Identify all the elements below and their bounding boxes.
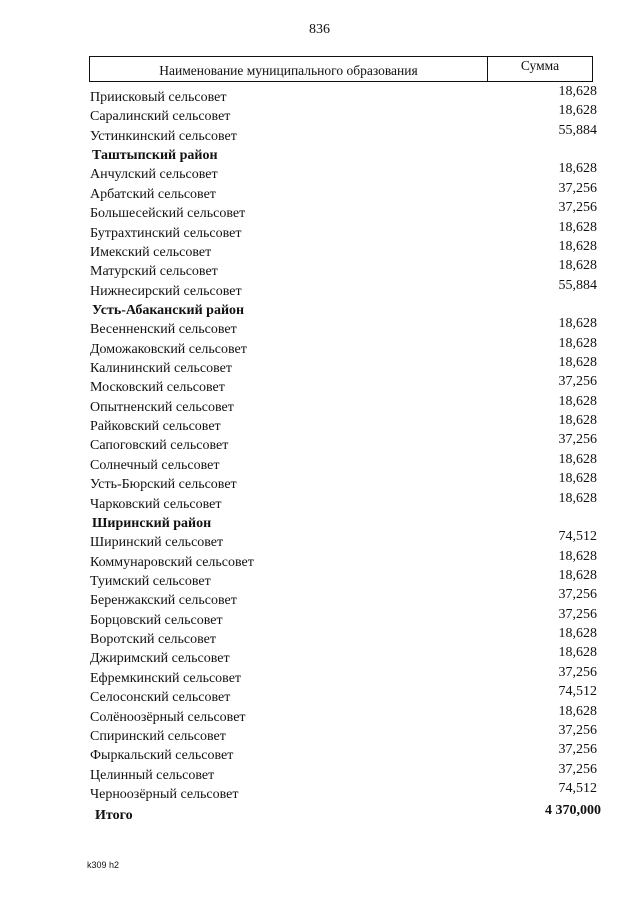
table-row — [0, 490, 639, 514]
table-row — [0, 451, 639, 475]
municipality-name: Большесейский сельсовет — [90, 206, 246, 222]
table-row — [0, 393, 639, 417]
amount-value: 37,256 — [558, 722, 597, 738]
municipality-name: Анчулский сельсовет — [90, 167, 218, 183]
table-row — [0, 587, 639, 610]
amount-value: 18,628 — [558, 258, 597, 274]
amount-value: 18,628 — [558, 335, 597, 351]
amount-value: 18,628 — [558, 393, 597, 409]
municipality-name: Ширинский сельсовет — [90, 535, 224, 551]
amount-value: 18,628 — [558, 219, 597, 235]
municipality-name: Нижнесирский сельсовет — [90, 283, 242, 299]
municipality-name: Ефремкинский сельсовет — [90, 670, 242, 686]
table-row — [0, 277, 639, 301]
amount-value: 37,256 — [558, 742, 597, 758]
table-row — [0, 645, 639, 668]
table-header — [89, 56, 593, 82]
amount-value: 18,628 — [558, 567, 597, 583]
municipality-name: Чарковский сельсовет — [90, 496, 222, 512]
table-row — [0, 84, 639, 107]
amount-value: 37,256 — [558, 432, 597, 448]
table-row — [0, 355, 639, 378]
table-row — [0, 742, 639, 765]
page-number: 836 — [309, 22, 330, 37]
district-name: Усть-Абаканский район — [92, 302, 245, 318]
municipality-name: Устинкинский сельсовет — [90, 128, 237, 144]
municipality-name: Спиринский сельсовет — [90, 728, 226, 744]
amount-value: 18,628 — [558, 413, 597, 429]
table-row — [0, 664, 639, 688]
table-row — [0, 374, 639, 397]
table-row — [0, 548, 639, 572]
municipality-name: Опытненский сельсовет — [90, 399, 234, 415]
municipality-name: Селосонский сельсовет — [90, 690, 231, 706]
municipality-name: Воротский сельсовет — [90, 632, 216, 648]
municipality-name: Арбатский сельсовет — [90, 186, 216, 202]
municipality-name: Райковский сельсовет — [90, 419, 221, 435]
municipality-name: Приисковый сельсовет — [90, 90, 227, 105]
municipality-name: Борцовский сельсовет — [90, 612, 223, 628]
table-row — [0, 122, 639, 146]
district-heading-row — [0, 146, 639, 165]
total-amount: 4 370,000 — [545, 803, 601, 819]
municipality-name: Весенненский сельсовет — [90, 322, 237, 338]
amount-value: 37,256 — [558, 606, 597, 622]
municipality-name: Матурский сельсовет — [90, 264, 218, 280]
amount-value: 74,512 — [558, 684, 597, 700]
table-row — [0, 413, 639, 436]
municipality-name: Московский сельсовет — [90, 380, 225, 396]
amount-value: 18,628 — [558, 645, 597, 661]
municipality-name: Сапоговский сельсовет — [90, 438, 229, 454]
amount-value: 37,256 — [558, 664, 597, 680]
amount-value: 18,628 — [558, 451, 597, 467]
municipality-name: Имекский сельсовет — [90, 244, 212, 260]
amount-value: 18,628 — [558, 238, 597, 254]
table-row — [0, 238, 639, 262]
municipality-name: Калининский сельсовет — [90, 361, 232, 377]
table-row — [0, 258, 639, 281]
table-row — [0, 471, 639, 494]
table-row — [0, 567, 639, 591]
municipality-name: Фыркальский сельсовет — [90, 748, 234, 764]
district-name: Таштыпский район — [92, 148, 218, 164]
amount-value: 18,628 — [558, 84, 597, 99]
table-row — [0, 335, 639, 359]
municipality-name: Усть-Бюрский сельсовет — [90, 477, 237, 493]
footer-code: k309 h2 — [87, 860, 120, 870]
table-row — [0, 161, 639, 184]
amount-value: 18,628 — [558, 471, 597, 487]
municipality-name: Доможаковский сельсовет — [90, 341, 247, 357]
column-header-sum: Сумма — [520, 58, 560, 73]
amount-value: 74,512 — [558, 529, 597, 545]
amount-value: 18,628 — [558, 490, 597, 506]
amount-value: 18,628 — [558, 103, 597, 119]
municipality-name: Джиримский сельсовет — [90, 651, 230, 667]
amount-value: 18,628 — [558, 626, 597, 642]
table-row — [0, 200, 639, 223]
table-row — [0, 780, 639, 804]
table-row — [0, 703, 639, 727]
table-row — [0, 684, 639, 707]
municipality-name: Беренжакский сельсовет — [90, 593, 237, 609]
amount-value: 18,628 — [558, 355, 597, 371]
amount-value: 55,884 — [558, 277, 597, 293]
table-body — [0, 84, 639, 824]
table-row — [0, 761, 639, 785]
table-row — [0, 722, 639, 746]
amount-value: 18,628 — [558, 548, 597, 564]
amount-value: 55,884 — [558, 122, 597, 138]
amount-value: 37,256 — [558, 180, 597, 196]
column-header-name: Наименование муниципального образования — [90, 57, 488, 81]
amount-value: 74,512 — [558, 780, 597, 796]
amount-value: 18,628 — [558, 703, 597, 719]
amount-value: 37,256 — [558, 587, 597, 603]
table-row — [0, 180, 639, 204]
table-row — [0, 529, 639, 552]
district-name: Ширинский район — [92, 515, 212, 531]
amount-value: 18,628 — [558, 161, 597, 177]
municipality-name: Коммунаровский сельсовет — [90, 554, 254, 570]
total-row — [0, 804, 639, 823]
table-row — [0, 103, 639, 126]
table-row — [0, 316, 639, 339]
table-row — [0, 626, 639, 649]
municipality-name: Туимский сельсовет — [90, 573, 211, 589]
municipality-name: Бутрахтинский сельсовет — [90, 225, 242, 241]
amount-value: 37,256 — [558, 200, 597, 216]
table-row — [0, 219, 639, 243]
total-label: Итого — [95, 808, 133, 824]
table-row — [0, 606, 639, 630]
municipality-name: Черноозёрный сельсовет — [90, 786, 239, 802]
district-heading-row — [0, 301, 639, 320]
municipality-name: Солнечный сельсовет — [90, 457, 220, 473]
amount-value: 18,628 — [558, 316, 597, 332]
table-row — [0, 432, 639, 455]
amount-value: 37,256 — [558, 761, 597, 777]
municipality-name: Саралинский сельсовет — [90, 109, 231, 125]
municipality-name: Солёноозёрный сельсовет — [90, 709, 246, 725]
municipality-name: Целинный сельсовет — [90, 767, 215, 783]
amount-value: 37,256 — [558, 374, 597, 390]
district-heading-row — [0, 514, 639, 533]
